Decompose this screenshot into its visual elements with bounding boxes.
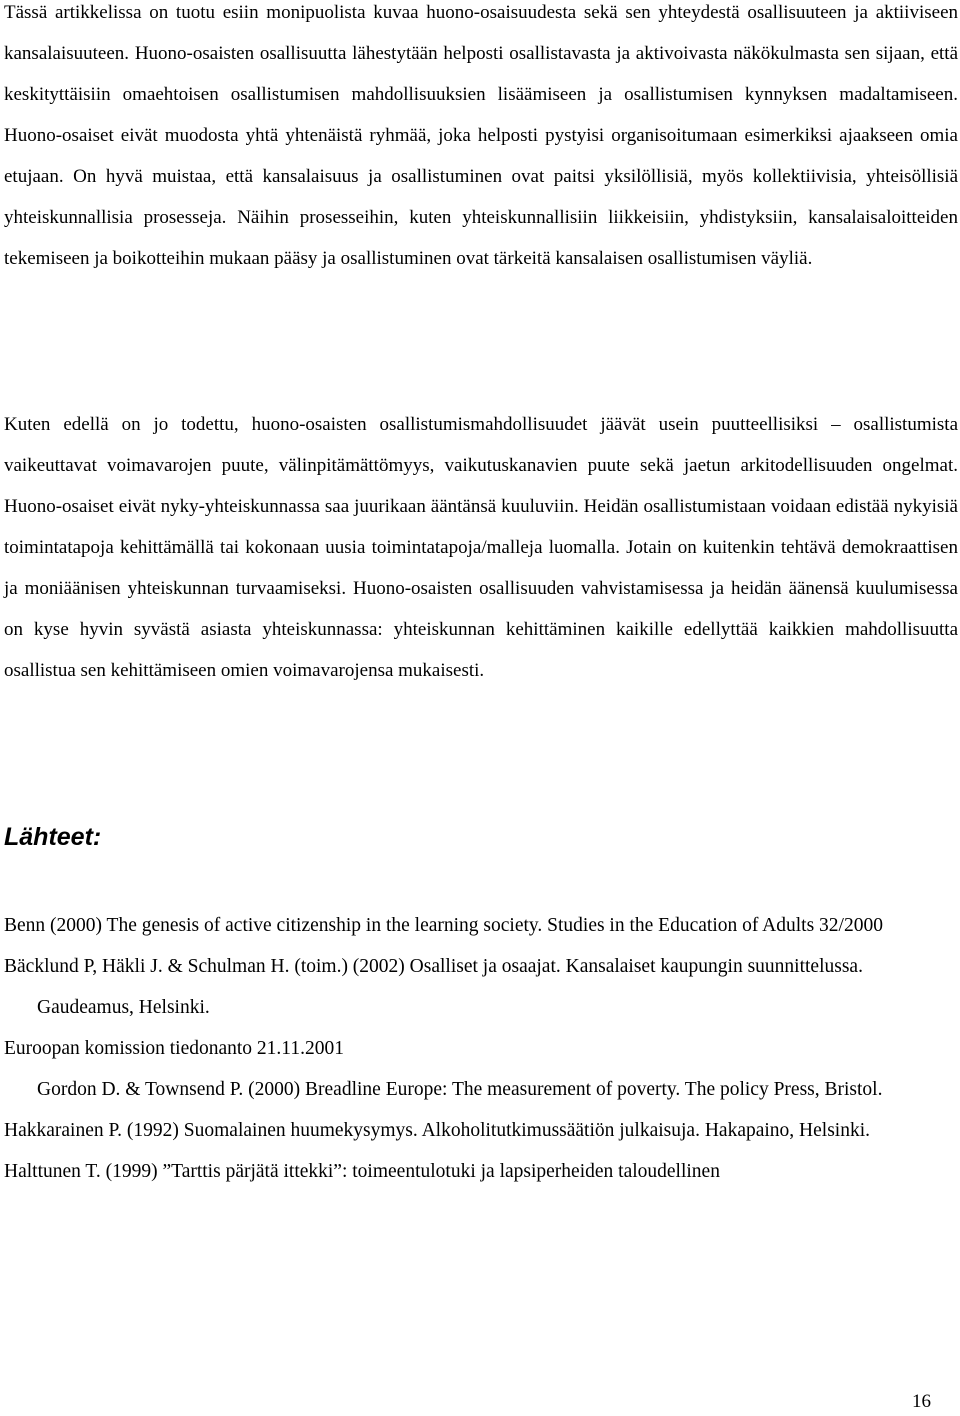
reference-item: Benn (2000) The genesis of active citizenship in the learning society. Studies in the Education of Adults 32/2000 — [4, 915, 883, 936]
sentence: Tässä artikkelissa on tuotu esiin monipuolista kuvaa huono-osaisuudesta sekä sen yhteydestä osallisuuteen ja aktiiviseen kansalaisuuteen. — [4, 2, 958, 64]
sentence: Jotain on kuitenkin tehtävä demokraattisen ja moniäänisen yhteiskunnan turvaamiseksi. — [4, 537, 958, 599]
body-paragraph-2 — [4, 404, 958, 691]
references-list — [4, 905, 944, 1192]
sentence: Heidän osallistumistaan voidaan edistää nykyisiä toimintatapoja kehittämällä tai kokonaan uusia toimintatapoja/malleja luomalla. — [4, 496, 958, 558]
sentence: Kuten edellä on jo todettu, huono-osaisten osallistumismahdollisuudet jäävät usein puutteellisiksi – osallistumista vaikeuttavat voimavarojen puute, välinpitämättömyys, vaikutuskanavien puute sekä jaetun arkitodellisuuden ongelmat. — [4, 414, 958, 476]
sentence: Huono-osaisten osallisuuden vahvistamisessa ja heidän äänensä kuulumisessa on kyse hyvin syvästä asiasta yhteiskunnassa: yhteiskunnan kehittäminen kaikille edellyttää kaikkien mahdollisuutta osallistua sen kehittämiseen omien voimavarojensa mukaisesti. — [4, 578, 958, 681]
references-heading: Lähteet: — [4, 823, 102, 851]
reference-item: Halttunen T. (1999) ”Tarttis pärjätä ittekki”: toimeentulotuki ja lapsiperheiden taloudellinen — [4, 1161, 720, 1182]
reference-item: Gordon D. & Townsend P. (2000) Breadline Europe: The measurement of poverty. The policy Press, Bristol. — [37, 1079, 883, 1100]
sentence: On hyvä muistaa, että kansalaisuus ja osallistuminen ovat paitsi yksilöllisiä, myös kollektiivisia, yhteisöllisiä yhteiskunnallisia prosesseja. — [4, 166, 959, 228]
reference-item: Euroopan komission tiedonanto 21.11.2001 — [4, 1038, 344, 1059]
sentence: Näihin prosesseihin, kuten yhteiskunnallisiin liikkeisiin, yhdistyksiin, kansalaisaloitteiden tekemiseen ja boikotteihin mukaan pääsy ja osallistuminen ovat tärkeitä kansalaisen osallistumisen väyliä. — [4, 207, 958, 269]
body-paragraph-1 — [4, 0, 958, 279]
sentence: Huono-osaisten osallisuutta lähestytään helposti osallistavasta ja aktivoivasta näkökulmasta sen sijaan, että keskityttäisiin omaehtoisen osallistumisen mahdollisuuksien lisäämiseen ja osallistumisen kynnyksen madaltamiseen. — [4, 43, 958, 105]
reference-item: Hakkarainen P. (1992) Suomalainen huumekysymys. Alkoholitutkimussäätiön julkaisuja. Hakapaino, Helsinki. — [4, 1120, 871, 1141]
sentence: Huono-osaiset eivät nyky-yhteiskunnassa saa juurikaan ääntänsä kuuluviin. — [4, 496, 584, 517]
page-number: 16 — [912, 1391, 931, 1412]
sentence: Huono-osaiset eivät muodosta yhtä yhtenäistä ryhmää, joka helposti pystyisi organisoitumaan esimerkiksi ajaakseen omia etujaan. — [4, 125, 958, 187]
reference-item: Bäcklund P, Häkli J. & Schulman H. (toim.) (2002) Osalliset ja osaajat. Kansalaiset kaupungin suunnittelussa. Gaudeamus, Helsinki. — [4, 956, 863, 1018]
